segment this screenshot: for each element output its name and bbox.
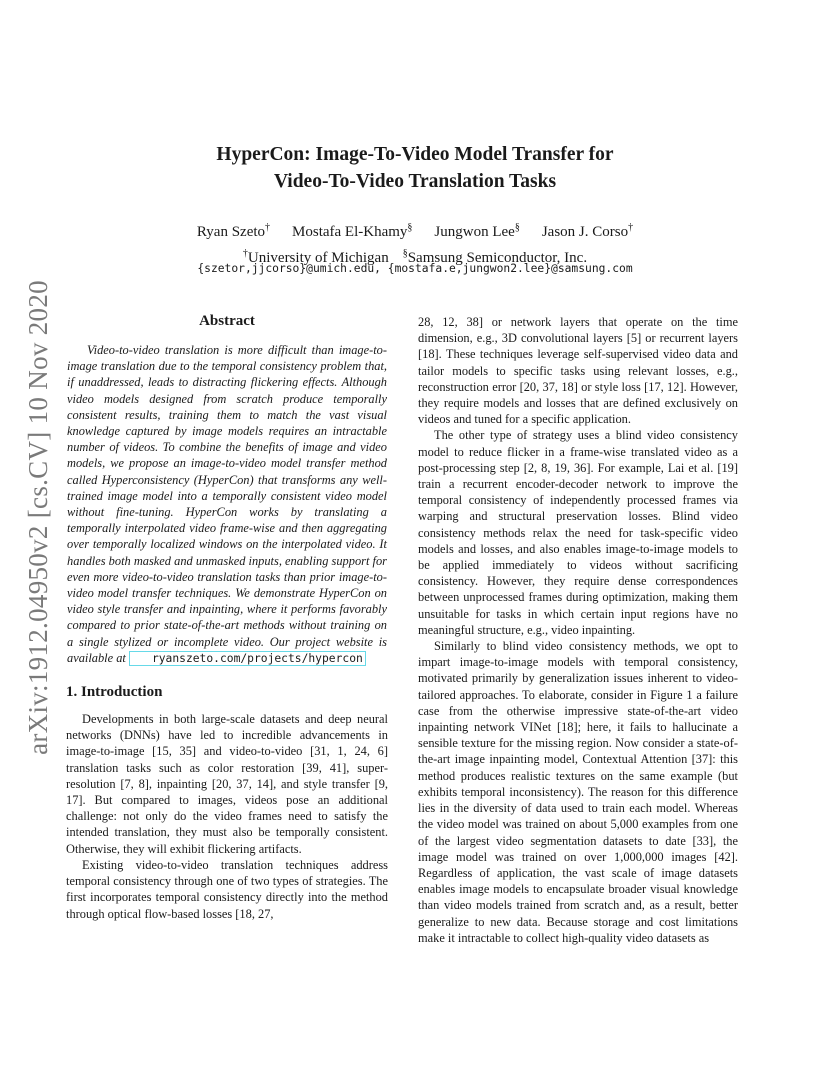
abstract-body: Video-to-video translation is more difficult than image-to-image translation due to the temporal consistency problem that, if unaddressed, leads to distracting flickering effects. Although video models designed from scratch produce temporally consistent results, training them to match the vast visual knowledge captured by image models requires an intractable number of videos. To combine the benefits of image and video models, we propose an image-to-video model transfer method called Hyperconsistency (HyperCon) that transforms any well-trained image model into a temporally consistent video model without fine-tuning. HyperCon works by translating a temporally interpolated video frame-wise and then aggregating over temporally localized windows on the interpolated video. It handles both masked and unmasked inputs, enabling support for even more video-to-video translation tasks than prior image-to-video model transfer techniques. We demonstrate HyperCon on video style transfer and inpainting, where it performs favorably compared to prior state-of-the-art methods without training on a single stylized or incomplete video. Our project website is available at (67, 343, 387, 665)
author-affiliation-mark: § (514, 222, 520, 233)
affiliation-name: Samsung Semiconductor, Inc. (407, 250, 588, 266)
right-column (418, 314, 738, 946)
paper-title (120, 141, 710, 195)
right-paragraph-1: 28, 12, 38] or network layers that operate on the time dimension, e.g., 3D convolutional layers [5] or recurrent layers [18]. These techniques leverage self-supervised video data and tailor models to specific tasks using relevant losses, e.g., reconstruction error [20, 37, 18] or style loss [17, 12]. However, they require models and losses that are defined exclusively on videos and tuned for a specific application. (418, 315, 738, 427)
title-line-1: HyperCon: Image-To-Video Model Transfer for (216, 144, 614, 165)
intro-paragraph-2: Existing video-to-video translation techniques address temporal consistency through one of two types of strategies. The first incorporates temporal consistency directly into the method through optical flow-based losses [18, 27, (66, 857, 388, 921)
arxiv-identifier-text: arXiv:1912.04950v2 [cs.CV] 10 Nov 2020 (22, 280, 53, 755)
author-name: Jason J. Corso (541, 224, 629, 240)
affiliation-mark: § (402, 248, 408, 259)
author-affiliation-mark: † (628, 222, 634, 233)
intro-paragraph-1: Developments in both large-scale datasets and deep neural networks (DNNs) have led to incredible advancements in image-to-image [15, 35] and video-to-video [31, 1, 24, 6] translation tasks such as color restoration [39, 41], super-resolution [7, 8], inpainting [20, 37, 14], and style transfer [9, 17]. But compared to images, videos pose an additional challenge: not only do the video frames need to satisfy the intended translation, they must also be temporally consistent. Otherwise, they will exhibit flickering artifacts. (66, 712, 388, 856)
right-paragraph-3: Similarly to blind video consistency methods, we opt to impart image-to-image models with temporal consistency, motivated primarily by generalization issues inherent to video-tailored approaches. To elaborate, consider in Figure 1 a failure case from the otherwise impressive state-of-the-art video inpainting network VINet [18]; here, it fails to hallucinate a sensible texture for the missing region. Now consider a state-of-the-art image inpainting model, Contextual Attention [37]: this method produces realistic textures on the same example (but exhibits temporal inconsistency). The reason for this difference lies in the diversity of data used to train each model. Whereas the video model was trained on about 5,000 examples from one of the largest video segmentation datasets to date [33], the image model was trained on over 1,000,000 images [42]. Regardless of application, the vast scale of image datasets enables image models to encapsulate broader visual knowledge than video models trained from scratch and, as a result, better generalize to new data. Because storage and cost limitations make it intractable to collect high-quality video datasets as (418, 639, 738, 945)
introduction-heading: 1. Introduction (66, 684, 163, 701)
author-affiliation-mark: † (265, 222, 271, 233)
author-name: Ryan Szeto (196, 224, 266, 240)
author-name: Mostafa El-Khamy (292, 224, 408, 240)
author (542, 217, 633, 243)
affiliation-name: University of Michigan (247, 250, 389, 266)
abstract-text (66, 342, 388, 666)
author (292, 217, 412, 243)
author-emails: {szetor,jjcorso}@umich.edu, {mostafa.e,jungwon2.lee}@samsung.com (197, 262, 633, 275)
affiliation-mark: † (242, 248, 248, 259)
right-paragraph-2: The other type of strategy uses a blind video consistency model to reduce flicker in a frame-wise translated video as a post-processing step [2, 8, 19, 36]. For example, Lai et al. [19] train a recurrent encoder-decoder network to improve the temporal consistency of independently processed frames via warping and structural preservation losses. Blind video consistency methods relax the need for task-specific video models and losses, and also enables image-to-image models to be applied immediately to videos without sacrificing consistency. However, they require dense correspondences between unprocessed frames during optimization, making them unsuitable for tasks in which certain input regions have no meaningful structure, e.g., video inpainting. (418, 428, 738, 637)
abstract-heading: Abstract (199, 313, 255, 329)
left-column (66, 311, 388, 922)
author-affiliation-mark: § (407, 222, 413, 233)
title-line-2: Video-To-Video Translation Tasks (273, 171, 557, 192)
project-website-link[interactable]: ryanszeto.com/projects/hypercon (129, 651, 366, 666)
arxiv-side-identifier (22, 280, 54, 755)
author (434, 217, 519, 243)
author-list (120, 217, 710, 243)
author-name: Jungwon Lee (434, 224, 515, 240)
author (197, 217, 270, 243)
